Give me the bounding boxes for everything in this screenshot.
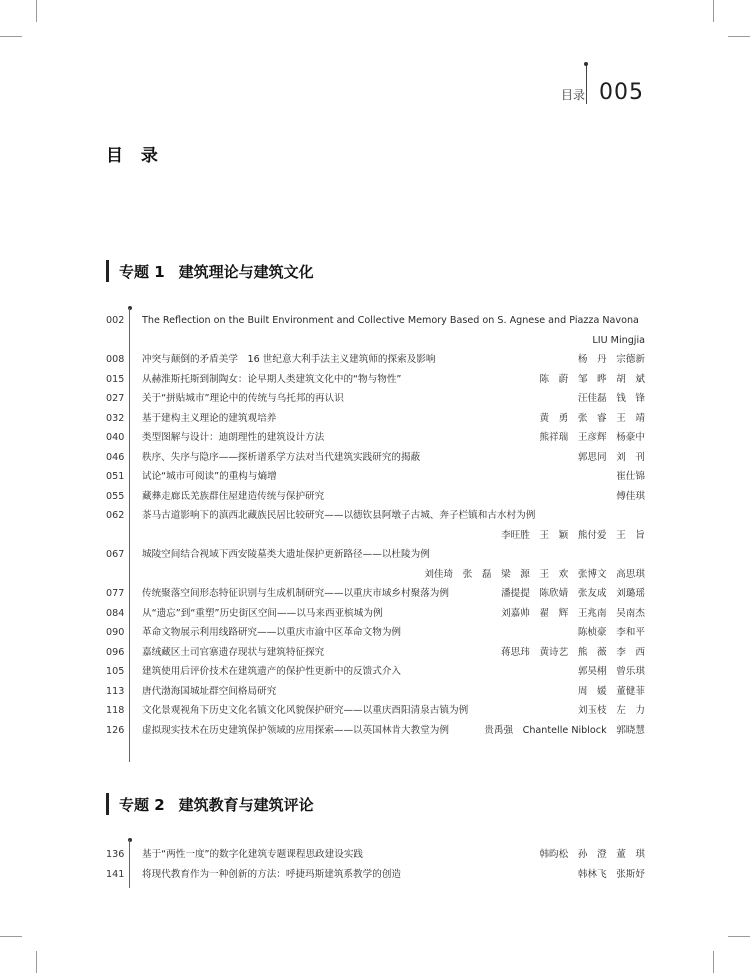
toc-authors: 崔仕锦 — [610, 467, 645, 487]
toc-entry[interactable] — [106, 428, 645, 448]
section-heading — [106, 791, 314, 817]
toc-page: 032 — [106, 412, 125, 424]
toc-entry[interactable] — [106, 682, 645, 702]
header-label: 目录 — [560, 88, 585, 102]
section-name: 建筑理论与建筑文化 — [178, 262, 314, 281]
toc-authors: 刘玉枝 左 力 — [572, 701, 645, 721]
toc-title: 虚拟现实技术在历史建筑保护领域的应用探索——以英国林肯大教堂为例 — [142, 724, 449, 736]
toc-page: 118 — [106, 705, 125, 716]
toc-entry[interactable] — [106, 409, 645, 429]
toc-page: 096 — [106, 646, 125, 658]
toc-authors: 潘提提 陈欣婧 张友成 刘璐瑶 — [495, 584, 645, 604]
toc-entry[interactable] — [106, 389, 645, 409]
toc-authors: 陈桢豪 李和平 — [572, 623, 645, 643]
toc-page: 027 — [106, 393, 125, 404]
toc-page: 077 — [106, 588, 125, 599]
toc-page: 040 — [106, 432, 125, 443]
crop-mark — [36, 951, 37, 973]
section-number: 专题 2 — [119, 795, 165, 814]
toc-authors: 熊祥瑞 王彦辉 杨豪中 — [533, 428, 645, 448]
crop-mark — [728, 936, 750, 937]
toc-title: 类型图解与设计：迪朗理性的建筑设计方法 — [142, 432, 325, 443]
toc-page: 015 — [106, 373, 125, 385]
toc-entry[interactable] — [106, 370, 645, 390]
crop-mark — [713, 0, 714, 22]
section-number: 专题 1 — [119, 262, 165, 281]
toc-page: 113 — [106, 685, 125, 697]
toc-title: 藏彝走廊氐羌族群住屋建造传统与保护研究 — [142, 490, 325, 502]
toc-authors: 郭思同 刘 刊 — [572, 448, 645, 468]
toc-title: The Reflection on the Built Environment and Collective Memory Based on S. Agnese and Piazza Navona — [142, 315, 639, 326]
toc-title: 基于“两性一度”的数字化建筑专题课程思政建设实践 — [142, 849, 364, 860]
header-page-number: 005 — [599, 80, 644, 105]
toc-title: 从赫淮斯托斯到制陶女：论早期人类建筑文化中的“物与物性” — [142, 373, 402, 385]
toc-entry[interactable] — [106, 845, 645, 865]
toc-authors: 贵禹强 Chantelle Niblock 郭晓慧 — [478, 721, 645, 741]
toc-page: 090 — [106, 627, 125, 638]
toc-title: 冲突与颠倒的矛盾美学 16 世纪意大利手法主义建筑师的探索及影响 — [142, 354, 436, 365]
toc-authors: 傅佳琪 — [610, 487, 645, 507]
toc-entry[interactable] — [106, 643, 645, 663]
toc-authors: 周 媛 董健菲 — [572, 682, 645, 702]
toc-title: 嘉绒藏区土司官寨遗存现状与建筑特征探究 — [142, 646, 325, 658]
toc-title: 秩序、失序与隐序——探析谱系学方法对当代建筑实践研究的揭蔽 — [142, 451, 421, 463]
toc-authors: 刘嘉帅 翟 辉 王兆南 吴南杰 — [495, 604, 645, 624]
toc-authors: 郭昊栩 曾乐琪 — [572, 662, 645, 682]
toc-entry[interactable] — [106, 662, 645, 682]
toc-page: 126 — [106, 724, 125, 736]
toc-page: 067 — [106, 549, 125, 560]
toc-title: 城陵空间结合视域下西安陵墓类大遗址保护更新路径——以杜陵为例 — [142, 549, 430, 560]
toc-entry[interactable] — [106, 584, 645, 604]
toc-entry[interactable] — [106, 448, 645, 468]
toc-entry[interactable] — [106, 623, 645, 643]
section-bar — [106, 260, 109, 282]
toc-authors: 黄 勇 张 睿 王 靖 — [533, 409, 645, 429]
section-heading — [106, 258, 314, 284]
toc-title: 唐代渤海国城址群空间格局研究 — [142, 685, 277, 697]
toc-page: 084 — [106, 607, 125, 619]
toc-page: 051 — [106, 471, 125, 482]
toc-title: 从“遗忘”到“重塑”历史街区空间——以马来西亚槟城为例 — [142, 607, 383, 619]
toc-title: 关于“拼贴城市”理论中的传统与乌托邦的再认识 — [142, 393, 344, 404]
toc-page: 055 — [106, 490, 125, 502]
toc-page: 002 — [106, 315, 125, 326]
toc-page: 062 — [106, 510, 125, 521]
crop-mark — [728, 36, 750, 37]
toc-entry[interactable] — [106, 701, 645, 721]
toc-entry[interactable] — [106, 545, 645, 584]
toc-entry[interactable] — [106, 604, 645, 624]
crop-mark — [0, 936, 22, 937]
toc-entry[interactable] — [106, 350, 645, 370]
toc-authors: 汪佳磊 钱 锋 — [572, 389, 645, 409]
toc-title: 建筑使用后评价技术在建筑遗产的保护性更新中的反馈式介入 — [142, 666, 402, 677]
toc-entry[interactable] — [106, 721, 645, 741]
toc-page: 046 — [106, 451, 125, 463]
toc-authors: 蒋思玮 黄诗艺 熊 薇 李 西 — [495, 643, 645, 663]
header-dot — [584, 62, 588, 66]
section-bar — [106, 793, 109, 815]
toc-authors: LIU Mingjia — [592, 334, 645, 346]
toc-entry[interactable] — [106, 865, 645, 885]
toc-entry[interactable] — [106, 311, 645, 350]
toc-page: 136 — [106, 849, 125, 860]
crop-mark — [713, 951, 714, 973]
toc-title: 试论“城市可阅读”的重构与熵增 — [142, 471, 277, 482]
page-title: 目 录 — [106, 146, 164, 166]
toc-title: 基于建构主义理论的建筑观培养 — [142, 412, 277, 424]
toc-title: 将现代教育作为一种创新的方法：呼捷玛斯建筑系教学的创造 — [142, 868, 402, 880]
toc-authors: 杨 丹 宗德新 — [572, 350, 645, 370]
toc-title: 茶马古道影响下的滇西北藏族民居比较研究——以德钦县阿墩子古城、奔子栏镇和古水村为例 — [142, 510, 536, 521]
crop-mark — [0, 36, 22, 37]
running-header — [561, 76, 644, 106]
toc-authors: 韩昀松 孙 澄 董 琪 — [533, 845, 645, 865]
toc-page: 105 — [106, 666, 125, 677]
toc-authors: 韩林飞 张斯妤 — [572, 865, 645, 885]
toc-title: 文化景观视角下历史文化名镇文化风貌保护研究——以重庆酉阳清泉古镇为例 — [142, 705, 469, 716]
toc-authors: 刘佳琦 张 磊 梁 源 王 欢 张博文 高思琪 — [424, 568, 645, 580]
header-divider — [586, 64, 587, 104]
toc-page: 008 — [106, 354, 125, 365]
toc-title: 革命文物展示利用线路研究——以重庆市渝中区革命文物为例 — [142, 627, 402, 638]
toc-authors: 陈 蔚 邹 晔 胡 斌 — [533, 370, 645, 390]
toc-title: 传统聚落空间形态特征识别与生成机制研究——以重庆市域乡村聚落为例 — [142, 588, 449, 599]
crop-mark — [36, 0, 37, 22]
toc-entry[interactable] — [106, 506, 645, 545]
toc-list — [106, 311, 645, 740]
section-name: 建筑教育与建筑评论 — [178, 795, 314, 814]
toc-page: 141 — [106, 868, 125, 880]
toc-authors: 李旺胜 王 颖 熊付爱 王 旨 — [501, 529, 645, 541]
toc-list — [106, 845, 645, 884]
toc-entry[interactable] — [106, 467, 645, 487]
toc-entry[interactable] — [106, 487, 645, 507]
